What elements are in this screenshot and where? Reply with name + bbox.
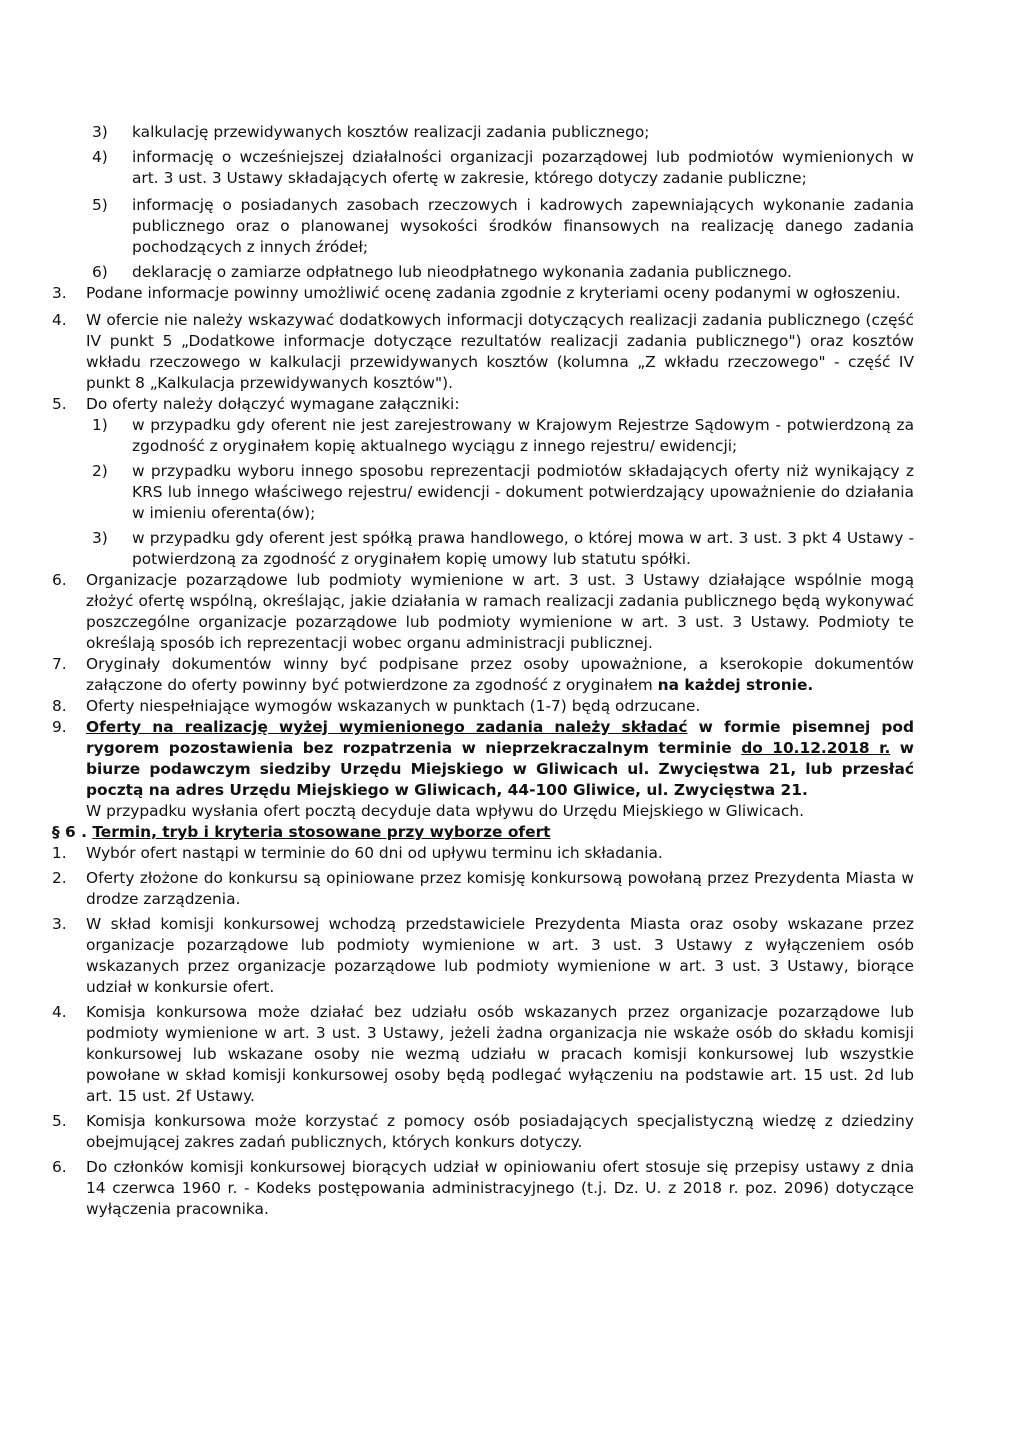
postal-note: W przypadku wysłania ofert pocztą decyduje data wpływu do Urzędu Miejskiego w Gliwicach.: [86, 802, 805, 820]
item-number: 5.: [52, 1112, 67, 1130]
item-number: 3): [92, 123, 108, 141]
paragraph-text-regular: Oryginały dokumentów winny być podpisane przez osoby upoważnione, a kserokopie dokumentów załączone do oferty powinny być potwierdzone za zgodność z oryginałem: [86, 655, 914, 694]
item-text: Wybór ofert nastąpi w terminie do 60 dni od upływu terminu ich składania.: [86, 844, 663, 862]
item-text: w przypadku gdy oferent jest spółką prawa handlowego, o której mowa w art. 3 ust. 3 pkt 4 Ustawy - potwierdzoną za zgodność z oryginałem kopię umowy lub statutu spółki.: [132, 529, 914, 568]
paragraph-4: [52, 310, 914, 394]
paragraph-7: [52, 654, 914, 696]
submission-terms: w formie pisemnej pod rygorem pozostawienia bez rozpatrzenia w nieprzekraczalnym terminie: [86, 718, 915, 757]
paragraph-text: Do oferty należy dołączyć wymagane załączniki:: [86, 395, 460, 413]
item-text: Komisja konkursowa może działać bez udziału osób wskazanych przez organizacje pozarządowe lub podmioty wymienione w art. 3 ust. 3 Ustawy, jeżeli żadna organizacja nie wskaże osób do składu komisji konkursowej lub wskazane osoby nie wezmą udziału w pracach komisji konkursowej lub wszystkie powołane w skład komisji konkursowej osoby będą podlegać wyłączeniu na podstawie art. 15 ust. 2d lub art. 15 ust. 2f Ustawy.: [86, 1003, 914, 1105]
paragraph-text: Organizacje pozarządowe lub podmioty wymienione w art. 3 ust. 3 Ustawy działające wspólnie mogą złożyć ofertę wspólną, określając, jakie działania w ramach realizacji zadania publicznego będą wykonywać poszczególne organizacje pozarządowe lub podmioty wymienione w art. 3 ust. 3 Ustawy. Podmioty te określają sposób ich reprezentacji wobec organu administracji publicznej.: [86, 571, 914, 652]
paragraph-text: W ofercie nie należy wskazywać dodatkowych informacji dotyczących realizacji zadania publicznego (część IV punkt 5 „Dodatkowe informacje dotyczące rezultatów realizacji zadania publicznego") oraz kosztów wkładu rzeczowego w kalkulacji przewidywanych kosztów (kolumna „Z wkładu rzeczowego" - część IV punkt 8 „Kalkulacja przewidywanych kosztów").: [86, 311, 914, 392]
item-number: 2): [92, 462, 108, 480]
paragraph-text: [86, 717, 914, 801]
list-item: [52, 122, 914, 143]
paragraph-number: 8.: [52, 697, 67, 715]
paragraph-text-emphasis: na każdej stronie.: [657, 676, 814, 694]
section-item: [52, 914, 914, 998]
section-item: [52, 868, 914, 910]
item-text: deklarację o zamiarze odpłatnego lub nieodpłatnego wykonania zadania publicznego.: [132, 263, 792, 281]
paragraph-number: 5.: [52, 395, 67, 413]
paragraph-text: Podane informacje powinny umożliwić ocenę zadania zgodnie z kryteriami oceny podanymi w ogłoszeniu.: [86, 284, 901, 302]
item-number: 5): [92, 196, 108, 214]
item-text: W skład komisji konkursowej wchodzą przedstawiciele Prezydenta Miasta oraz osoby wskazane przez organizacje pozarządowe lub podmioty wymienione w art. 3 ust. 3 Ustawy z wyłączeniem osób wskazanych przez organizacje pozarządowe lub podmioty wymienione w art. 3 ust. 3 Ustawy, biorące udział w konkursie ofert.: [86, 915, 914, 996]
item-text: informację o wcześniejszej działalności organizacji pozarządowej lub podmiotów wymienionych w art. 3 ust. 3 Ustawy składających ofertę w zakresie, którego dotyczy zadanie publiczne;: [132, 148, 914, 187]
paragraph-number: 6.: [52, 571, 67, 589]
attachment-item: [52, 528, 914, 570]
paragraph-8: [52, 696, 914, 717]
paragraph-number: 9.: [52, 718, 67, 736]
list-item: [52, 262, 914, 283]
item-number: 4): [92, 148, 108, 166]
paragraph-6: [52, 570, 914, 654]
item-number: 6.: [52, 1158, 67, 1176]
document-body: [52, 122, 914, 1220]
item-number: 2.: [52, 869, 67, 887]
section-item: [52, 1157, 914, 1220]
item-text: Oferty złożone do konkursu są opiniowane przez komisję konkursową powołaną przez Prezydenta Miasta w drodze zarządzenia.: [86, 869, 914, 908]
item-number: 1.: [52, 844, 67, 862]
section-sign: § 6 .: [52, 823, 87, 841]
paragraph-text: [86, 654, 914, 696]
attachment-item: [52, 461, 914, 524]
paragraph-3: [52, 283, 914, 304]
item-text: kalkulację przewidywanych kosztów realizacji zadania publicznego;: [132, 123, 650, 141]
item-text: w przypadku wyboru innego sposobu reprezentacji podmiotów składających oferty niż wynikający z KRS lub innego właściwego rejestru/ ewidencji - dokument potwierdzający upoważnienie do działania w imieniu oferenta(ów);: [132, 462, 914, 522]
section-title: Termin, tryb i kryteria stosowane przy wyborze ofert: [92, 823, 551, 841]
item-text: informację o posiadanych zasobach rzeczowych i kadrowych zapewniających wykonanie zadania publicznego oraz o planowanej wysokości środków finansowych na realizację danego zadania pochodzących z innych źródeł;: [132, 196, 914, 256]
item-number: 6): [92, 263, 108, 281]
paragraph-number: 7.: [52, 655, 67, 673]
attachment-item: [52, 415, 914, 457]
item-text: w przypadku gdy oferent nie jest zarejestrowany w Krajowym Rejestrze Sądowym - potwierdzoną za zgodność z oryginałem kopię aktualnego wyciągu z innego rejestru/ ewidencji;: [132, 416, 914, 455]
deadline-date: do 10.12.2018 r.: [741, 739, 891, 757]
submission-heading: Oferty na realizację wyżej wymienionego zadania należy składać: [86, 718, 688, 736]
paragraph-5: [52, 394, 914, 415]
section-item: [52, 1111, 914, 1153]
section-item: [52, 843, 914, 864]
paragraph-number: 3.: [52, 284, 67, 302]
item-number: 3): [92, 529, 108, 547]
paragraph-number: 4.: [52, 311, 67, 329]
section-item: [52, 1002, 914, 1107]
list-item: [52, 195, 914, 258]
item-number: 1): [92, 416, 108, 434]
item-number: 3.: [52, 915, 67, 933]
item-number: 4.: [52, 1003, 67, 1021]
paragraph-text: Oferty niespełniające wymogów wskazanych w punktach (1-7) będą odrzucane.: [86, 697, 701, 715]
paragraph-9: [52, 717, 914, 801]
item-text: Do członków komisji konkursowej biorących udział w opiniowaniu ofert stosuje się przepisy ustawy z dnia 14 czerwca 1960 r. - Kodeks postępowania administracyjnego (t.j. Dz. U. z 2018 r. poz. 2096) dotyczące wyłączenia pracownika.: [86, 1158, 914, 1218]
item-text: Komisja konkursowa może korzystać z pomocy osób posiadających specjalistyczną wiedzę z dziedziny obejmującej zakres zadań publicznych, których konkurs dotyczy.: [86, 1112, 914, 1151]
list-item: [52, 147, 914, 189]
section-heading: [52, 822, 914, 843]
submission-address: w biurze podawczym siedziby Urzędu Miejskiego w Gliwicach ul. Zwycięstwa 21, lub przesłać pocztą na adres Urzędu Miejskiego w Gliwicach, 44-100 Gliwice, ul. Zwycięstwa 21.: [86, 739, 915, 799]
